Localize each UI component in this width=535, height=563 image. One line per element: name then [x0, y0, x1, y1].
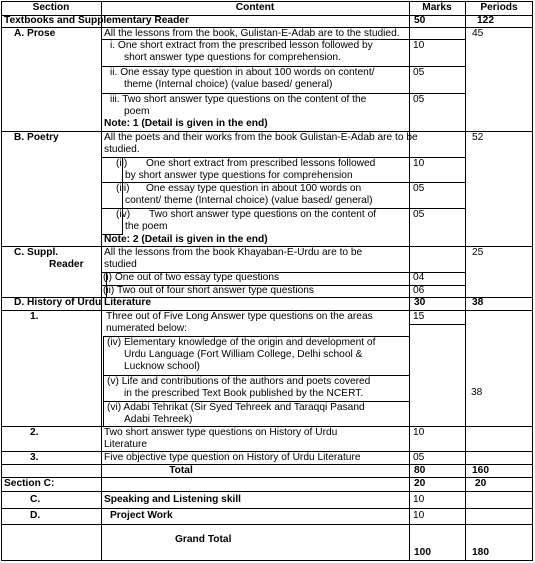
- poetry-item-1-line-1: One short extract from prescribed lessons followed: [146, 158, 376, 169]
- project-marks: 10: [413, 510, 425, 521]
- poetry-item-2-line-2: content/ theme (Internal choice) (value based/ general): [125, 195, 373, 206]
- history-periods: 38: [472, 297, 484, 308]
- history-title: D. History of Urdu Literature: [14, 297, 151, 308]
- poetry-item-2-num: (iii): [116, 183, 130, 194]
- history-q1-marks: 15: [413, 311, 425, 322]
- speaking-num: C.: [30, 494, 41, 505]
- total-label: Total: [169, 465, 193, 476]
- project-text: Project Work: [110, 510, 173, 521]
- textbooks-periods: 122: [477, 15, 494, 26]
- history-area-2-line-1: (v) Life and contributions of the authors and poets covered: [107, 376, 371, 387]
- suppl-item-1-marks: 04: [413, 272, 425, 283]
- poetry-note: Note: 2 (Detail is given in the end): [104, 234, 268, 245]
- history-area-1-line-1: (iv) Elementary knowledge of the origin and development of: [107, 337, 376, 348]
- suppl-item-1: (i) One out of two essay type questions: [103, 272, 280, 283]
- total-marks: 80: [414, 465, 426, 476]
- section-c-label: Section C:: [4, 478, 55, 489]
- row-line: [1, 508, 533, 509]
- section-c-periods: 20: [475, 478, 487, 489]
- prose-periods: 45: [472, 28, 484, 39]
- grand-total-marks: 100: [414, 547, 431, 558]
- project-num: D.: [30, 510, 41, 521]
- poetry-item-3-num: (iv): [116, 209, 131, 220]
- poetry-item-3-marks: 05: [413, 209, 425, 220]
- history-q3-num: 3.: [30, 452, 39, 463]
- poetry-item-1-num: (ii): [116, 158, 128, 169]
- sub-col-line: [103, 336, 104, 426]
- grand-total-label: Grand Total: [175, 534, 232, 545]
- prose-item-3-line-1: iii. Two short answer type questions on the content of the: [110, 94, 367, 105]
- history-q1-line-2: numerated below:: [106, 323, 187, 334]
- sub-line: [409, 324, 466, 325]
- row-line: [1, 477, 533, 478]
- history-q3-text: Five objective type question on History of Urdu Literature: [104, 452, 361, 463]
- poetry-item-2-marks: 05: [413, 183, 425, 194]
- poetry-label: B. Poetry: [14, 132, 59, 143]
- poetry-item-3-line-2: the poem: [125, 221, 168, 232]
- poetry-item-2-line-1: One essay type question in about 100 words on: [146, 183, 362, 194]
- poetry-item-1-line-2: by short answer type questions for comprehension: [125, 170, 353, 181]
- suppl-periods: 25: [472, 247, 484, 258]
- poetry-periods: 52: [472, 132, 484, 143]
- suppl-item-2: (ii) Two out of four short answer type questions: [103, 285, 315, 296]
- history-q1-num: 1.: [30, 311, 39, 322]
- history-q2-line-1: Two short answer type questions on History of Urdu: [104, 427, 338, 438]
- history-area-3-line-1: (vi) Adabi Tehrikat (Sir Syed Tehreek and Taraqqi Pasand: [107, 402, 365, 413]
- prose-intro: All the lessons from the book, Gulistan-E-Adab are to the studied.: [104, 28, 400, 39]
- prose-item-3-marks: 05: [413, 94, 425, 105]
- section-c-marks: 20: [414, 478, 426, 489]
- suppl-label-line-1: C. Suppl.: [14, 247, 59, 258]
- header-marks: Marks: [422, 2, 452, 13]
- history-marks: 30: [414, 297, 426, 308]
- speaking-text: Speaking and Listening skill: [104, 494, 241, 505]
- history-q1-line-1: Three out of Five Long Answer type questions on the areas: [106, 311, 373, 322]
- suppl-intro-line-1: All the lessons from the book Khayaban-E-Urdu are to be: [104, 247, 363, 258]
- suppl-item-2-marks: 06: [413, 285, 425, 296]
- poetry-intro-line-2: studied.: [104, 144, 140, 155]
- prose-label: A. Prose: [14, 28, 56, 39]
- header-section: Section: [32, 2, 70, 13]
- prose-item-1-line-2: short answer type questions for comprehension.: [124, 52, 341, 63]
- history-area-1-line-2: Urdu Language (Fort William College, Delhi school &: [124, 349, 363, 360]
- row-line: [1, 524, 533, 525]
- header-periods: Periods: [480, 2, 518, 13]
- suppl-label-line-2: Reader: [49, 259, 84, 270]
- history-area-2-line-2: in the prescribed Text Book published by the NCERT.: [124, 388, 364, 399]
- prose-item-1-line-1: i. One short extract from the prescribed lesson followed by: [110, 40, 373, 51]
- grand-total-periods: 180: [472, 547, 489, 558]
- prose-item-1-marks: 10: [413, 40, 425, 51]
- history-q2-marks: 10: [413, 427, 425, 438]
- history-q3-marks: 05: [413, 452, 425, 463]
- prose-note: Note: 1 (Detail is given in the end): [104, 118, 268, 129]
- prose-item-2-line-1: ii. One essay type question in about 100 words on content/: [110, 67, 375, 78]
- prose-item-3-line-2: poem: [124, 106, 150, 117]
- history-q2-num: 2.: [30, 427, 39, 438]
- suppl-intro-line-2: studied: [104, 259, 137, 270]
- history-q2-line-2: Literature: [104, 439, 148, 450]
- poetry-item-3-line-1: Two short answer type questions on the content of: [149, 209, 377, 220]
- speaking-marks: 10: [413, 494, 425, 505]
- prose-item-2-marks: 05: [413, 67, 425, 78]
- total-periods: 160: [472, 465, 489, 476]
- textbooks-marks: 50: [414, 15, 426, 26]
- header-content: Content: [235, 2, 275, 13]
- poetry-item-1-marks: 10: [413, 158, 425, 169]
- row-line: [1, 491, 533, 492]
- history-q1-periods: 38: [471, 387, 483, 398]
- poetry-intro-line-1: All the poets and their works from the book Gulistan-E-Adab are to be: [104, 132, 418, 143]
- history-area-3-line-2: Adabi Tehreek): [124, 414, 193, 425]
- prose-item-2-line-2: theme (Internal choice) (value based/ general): [124, 79, 333, 90]
- textbooks-title: Textbooks and Supplementary Reader: [4, 15, 189, 26]
- history-area-1-line-3: Lucknow school): [124, 361, 200, 372]
